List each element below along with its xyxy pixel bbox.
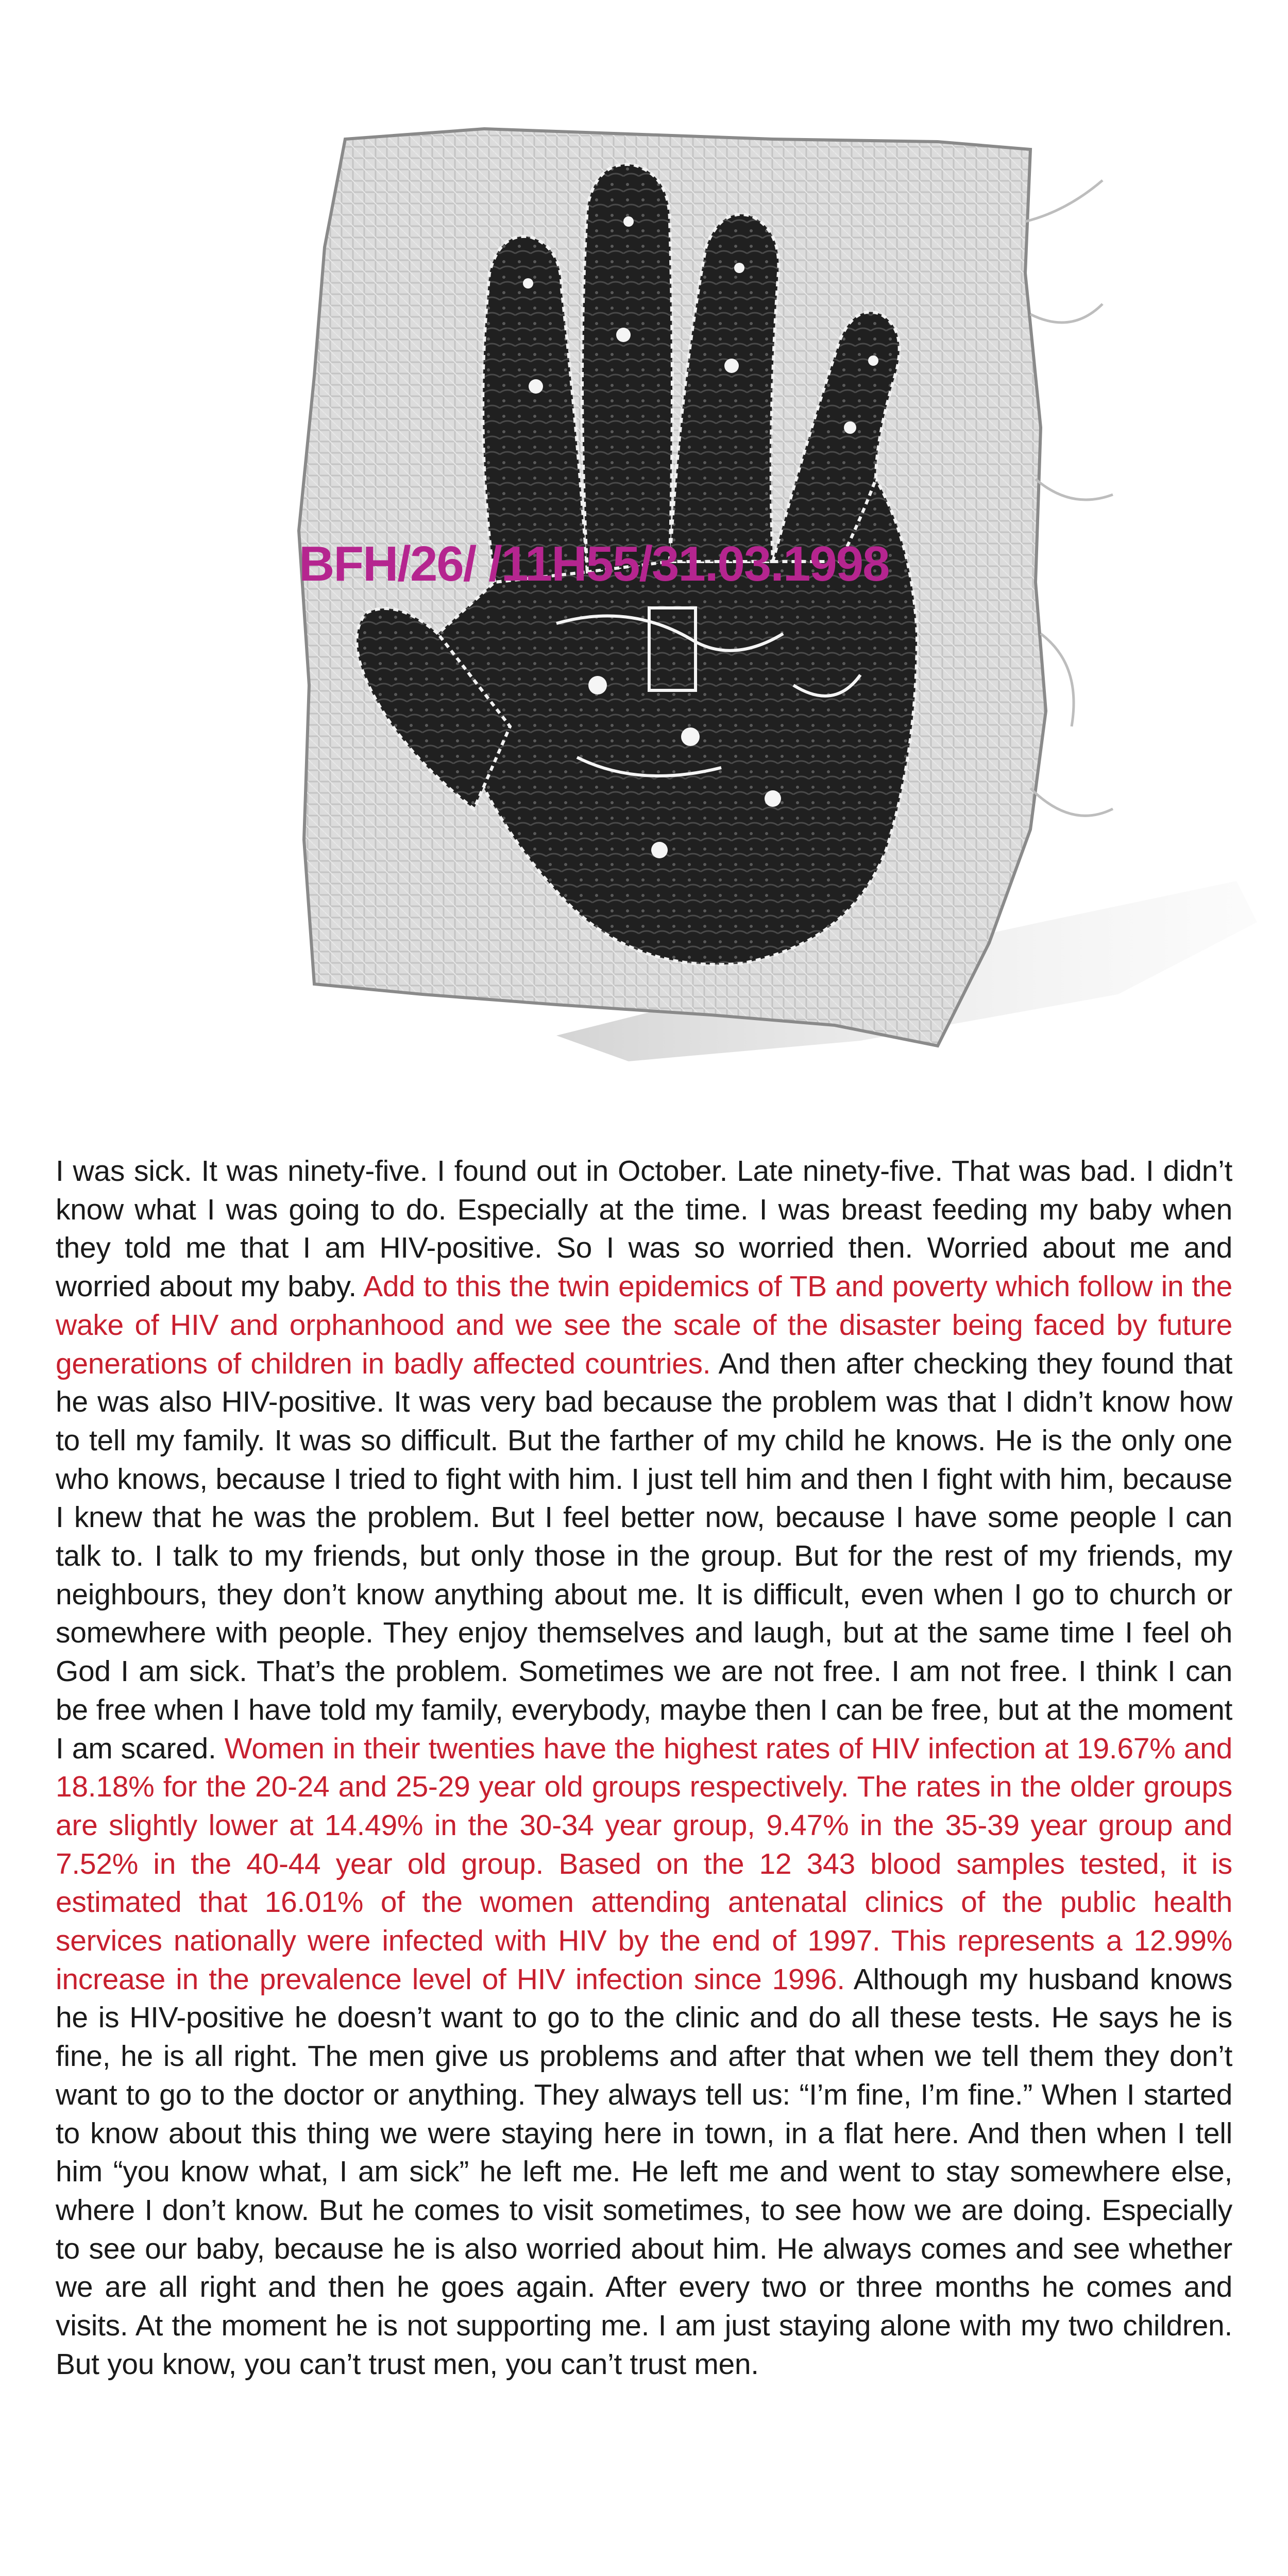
statistics-segment: Women in their twenties have the highest rates of HIV infection at 19.67% and 18.18% for the 20-24 and 25-29 year old groups respectively. The rates in the older groups are slightly lower at 14.49% in the 30-34 year group, 9.47% in the 35-39 year group and 7.52% in the 40-44 year old group. Based on the 12 343 blood samples tested, it is estimated that 16.01% of the women attending antenatal clinics of the public health services nationally were infected with HIV by the end of 1997. This represents a 12.99% increase in the prevalence level of HIV infection since 1996. <box>56 1732 1232 1996</box>
testimony-segment: Although my husband knows he is HIV-positive he doesn’t want to go to the clinic and do all these tests. He says he is fine, he is all right. The men give us problems and after that when we tell them they don’t want to go to the doctor or anything. They always tell us: “I’m fine, I’m fine.” When I started to know about this thing we were staying here in town, in a flat here. And then when I tell him “you know what, I am sick” he left me. He left me and went to stay somewhere else, where I don’t know. But he comes to visit sometimes, to see how we are doing. Especially to see our baby, because he is also worried about him. He always comes and see whether we are all right and then he goes again. After every two or three months he comes and visits. At the moment he is not supporting me. I am just staying alone with my two children. But you know, you can’t trust men, you can’t trust men. <box>56 1962 1232 2381</box>
embroidered-hand-image <box>268 118 1278 1072</box>
hand-cloth-icon <box>268 118 1278 1072</box>
archive-code-caption: BFH/26/ /11H55/31.03.1998 <box>299 536 889 591</box>
testimony-segment: I was sick. It was ninety-five. I found out in October. Late ninety-five. That was bad. I didn’t know what I was going to do. Especially at the time. I was breast feeding my baby when they told me that I am HIV-positive. So I was so worried then. Worried about me and worried about my baby. <box>56 1155 1232 1303</box>
testimony-segment: And then after checking they found that he was also HIV-positive. It was very bad because the problem was that I didn’t know how to tell my family. It was so difficult. But the farther of my child he knows. He is the only one who knows, because I tried to fight with him. I just tell him and then I fight with him, because I knew that he was the problem. But I feel better now, because I have some people I can talk to. I talk to my friends, but only those in the group. But for the rest of my friends, my neighbours, they don’t know anything about me. It is difficult, even when I go to church or somewhere with people. They enjoy themselves and laugh, but at the same time I feel oh God I am sick. That’s the problem. Sometimes we are not free. I am not free. I think I can be free when I have told my family, everybody, maybe then I can be free, but at the moment I am scared. <box>56 1347 1233 1765</box>
statistics-segment: Add to this the twin epidemics of TB and poverty which follow in the wake of HIV and orphanhood and we see the scale of the disaster being faced by future generations of children in badly affected countries. <box>56 1270 1232 1380</box>
testimony-text <box>56 1152 1232 2384</box>
